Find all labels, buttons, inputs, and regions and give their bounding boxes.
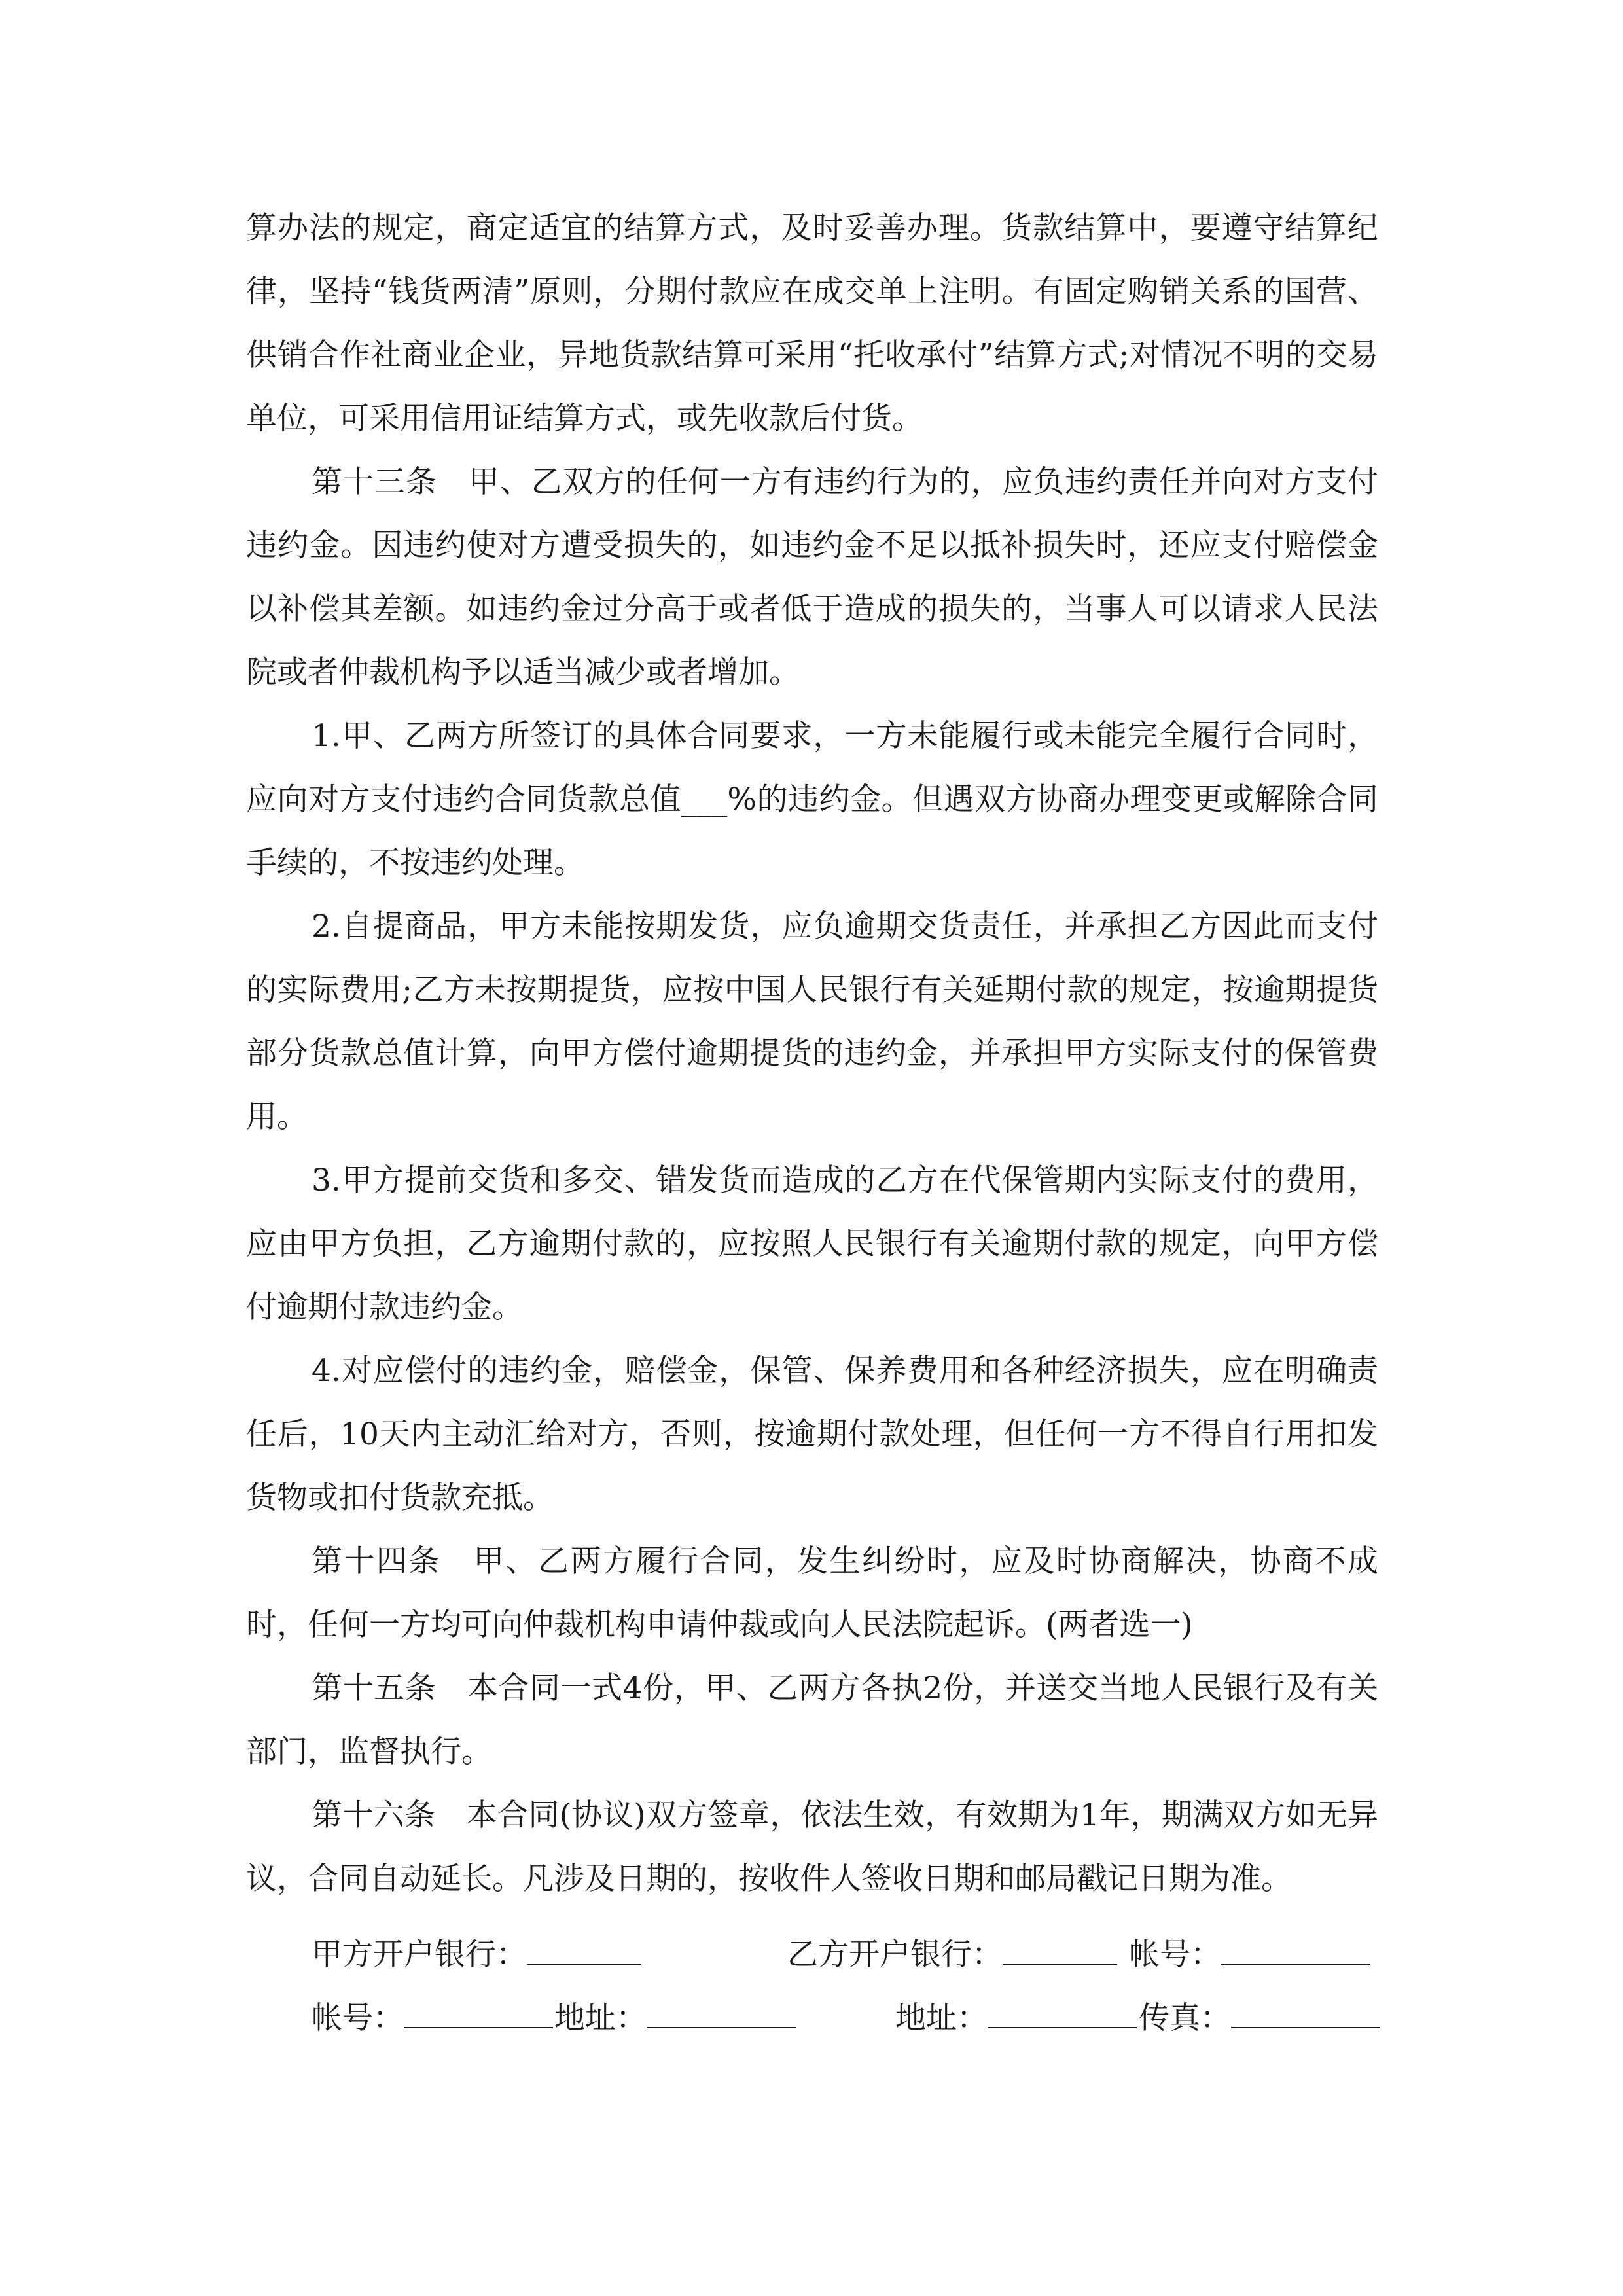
bank-info-row <box>0 1923 1623 1986</box>
party-a-bank <box>312 1923 641 1986</box>
party-a-bank-label: 甲方开户银行： <box>312 1937 527 1973</box>
party-a-account-label: 帐号： <box>312 2000 404 2036</box>
clause-13-4: 4.对应偿付的违约金，赔偿金，保管、保养费用和各种经济损失，应在明确责任后，10天内主动汇给对方，否则，按逾期付款处理，但任何一方不得自行用扣发货物或扣付货款充抵。 <box>246 1353 1378 1516</box>
contract-page <box>246 196 1378 1910</box>
party-b-fax-label: 传真： <box>1139 2000 1231 2036</box>
party-b-address <box>895 1986 1137 2050</box>
party-b-address-blank <box>988 2001 1137 2028</box>
party-a-bank-blank <box>527 1937 641 1965</box>
party-a-account <box>312 1986 553 2050</box>
article-14: 第十四条 甲、乙两方履行合同，发生纠纷时，应及时协商解决，协商不成时，任何一方均可向仲裁机构申请仲裁或向人民法院起诉。(两者选一) <box>246 1543 1378 1643</box>
party-b-bank-label: 乙方开户银行： <box>787 1937 1003 1973</box>
party-a-account-blank <box>404 2001 553 2028</box>
article-15: 第十五条 本合同一式4份，甲、乙两方各执2份，并送交当地人民银行及有关部门，监督执行。 <box>246 1670 1378 1770</box>
paragraph-settlement: 算办法的规定，商定适宜的结算方式，及时妥善办理。货款结算中，要遵守结算纪律，坚持“钱货两清”原则，分期付款应在成交单上注明。有固定购销关系的国营、供销合作社商业企业，异地货款结算可采用“托收承付”结算方式;对情况不明的交易单位，可采用信用证结算方式，或先收款后付货。 <box>246 210 1378 437</box>
party-b-bank <box>787 1923 1117 1986</box>
article-13: 第十三条 甲、乙双方的任何一方有违约行为的，应负违约责任并向对方支付违约金。因违约使对方遭受损失的，如违约金不足以抵补损失时，还应支付赔偿金以补偿其差额。如违约金过分高于或者低于造成的损失的，当事人可以请求人民法院或者仲裁机构予以适当减少或者增加。 <box>246 464 1378 691</box>
party-b-account <box>1129 1923 1370 1986</box>
party-a-address <box>554 1986 796 2050</box>
party-b-bank-blank <box>1003 1937 1117 1965</box>
party-b-account-label: 帐号： <box>1129 1937 1221 1973</box>
party-b-fax-blank <box>1231 2001 1380 2028</box>
clause-13-3: 3.甲方提前交货和多交、错发货而造成的乙方在代保管期内实际支付的费用，应由甲方负担，乙方逾期付款的，应按照人民银行有关逾期付款的规定，向甲方偿付逾期付款违约金。 <box>246 1162 1378 1325</box>
party-a-address-blank <box>647 2001 796 2028</box>
clause-13-1: 1.甲、乙两方所签订的具体合同要求，一方未能履行或未能完全履行合同时，应向对方支付违约合同货款总值___%的违约金。但遇双方协商办理变更或解除合同手续的，不按违约处理。 <box>246 718 1378 881</box>
party-b-fax <box>1139 1986 1380 2050</box>
address-info-row <box>0 1986 1623 2050</box>
article-16: 第十六条 本合同(协议)双方签章，依法生效，有效期为1年，期满双方如无异议，合同自动延长。凡涉及日期的，按收件人签收日期和邮局戳记日期为准。 <box>246 1797 1378 1897</box>
party-a-address-label: 地址： <box>554 2000 647 2036</box>
clause-13-2: 2.自提商品，甲方未能按期发货，应负逾期交货责任，并承担乙方因此而支付的实际费用;乙方未按期提货，应按中国人民银行有关延期付款的规定，按逾期提货部分货款总值计算，向甲方偿付逾期提货的违约金，并承担甲方实际支付的保管费用。 <box>246 908 1378 1135</box>
party-b-account-blank <box>1221 1937 1370 1965</box>
party-b-address-label: 地址： <box>895 2000 988 2036</box>
